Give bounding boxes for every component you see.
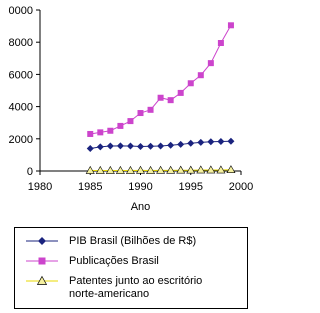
diamond-marker-icon (17, 234, 67, 248)
data-point (227, 138, 234, 145)
chart-axes (36, 10, 241, 175)
data-point (97, 129, 103, 135)
data-point (117, 123, 123, 129)
data-point (178, 90, 184, 96)
data-point (228, 22, 234, 28)
series-2 (86, 166, 235, 174)
legend (14, 227, 248, 309)
x-tick-label: 1990 (128, 181, 153, 193)
y-tick-label: 0000 (8, 5, 33, 17)
data-point (157, 166, 165, 173)
legend-label-publicacoes: Publicações Brasil (69, 255, 159, 267)
data-point (97, 143, 104, 150)
data-point (198, 72, 204, 78)
data-point (167, 142, 174, 149)
data-point (217, 138, 224, 145)
data-point (148, 107, 154, 113)
data-point (137, 143, 144, 150)
x-axis-title: Ano (130, 201, 151, 213)
series-line (90, 25, 231, 134)
data-point (177, 166, 185, 173)
data-point (157, 143, 164, 150)
y-tick-label: 8000 (8, 37, 33, 50)
square-marker-icon (17, 254, 67, 268)
data-point (207, 138, 214, 145)
data-point (127, 143, 134, 150)
data-point (168, 97, 174, 103)
data-point (138, 110, 144, 116)
data-point (87, 131, 93, 137)
data-point (197, 139, 204, 146)
data-point (158, 95, 164, 101)
y-tick-label: 0 (26, 166, 33, 178)
data-point (107, 128, 113, 134)
series-layer (86, 22, 235, 173)
data-point (147, 143, 154, 150)
x-tick-label: 1985 (78, 181, 103, 193)
data-point (218, 40, 224, 46)
y-tick-label: 4000 (8, 101, 33, 114)
data-point (187, 140, 194, 147)
x-tick-label: 1980 (27, 181, 53, 193)
data-point (117, 142, 124, 149)
series-0 (87, 138, 235, 152)
data-point (177, 141, 184, 148)
data-point (197, 166, 205, 173)
legend-label-pib: PIB Brasil (Bilhões de R$) (69, 235, 197, 247)
triangle-marker-icon (17, 274, 67, 288)
y-tick-label: 6000 (8, 69, 33, 82)
data-point (87, 145, 94, 152)
data-point (208, 60, 214, 66)
data-point (127, 118, 133, 124)
y-tick-labels (9, 5, 33, 178)
series-1 (87, 22, 234, 137)
y-tick-label: 2000 (8, 133, 33, 146)
x-tick-label: 1995 (178, 181, 203, 193)
x-tick-label: 2000 (228, 181, 254, 193)
x-tick-labels (28, 181, 253, 193)
data-point (188, 80, 194, 86)
data-point (227, 166, 235, 173)
data-point (137, 166, 145, 173)
legend-label-patentes: Patentes junto ao escritório norte-americano (69, 275, 203, 300)
data-point (107, 143, 114, 150)
